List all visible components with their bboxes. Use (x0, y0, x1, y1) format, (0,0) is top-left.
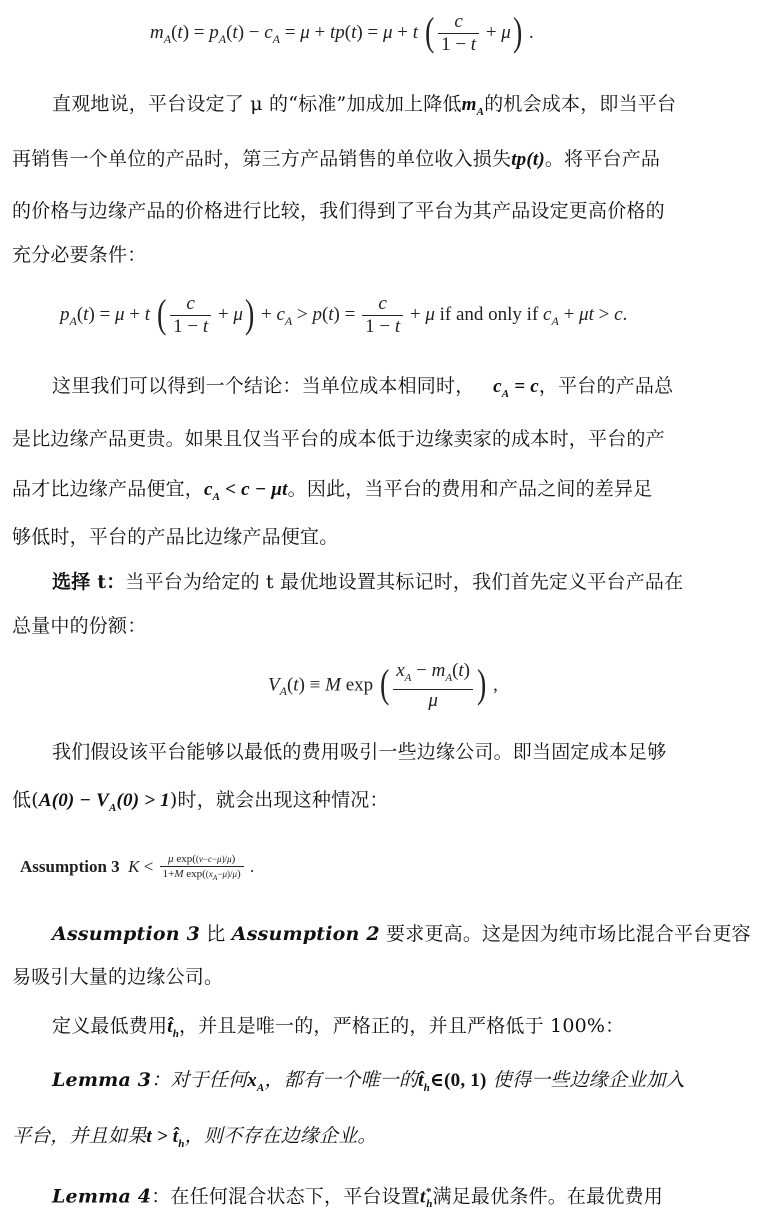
equation-markup: $p_A(t) = \mu + t$ ( $\frac{c}{1 - t}$ + $\mu) + c_A > p(t)$ = $\frac{c}{1 - t}$ + μ if and only if $c_A + \mu t > c$. (60, 290, 628, 338)
equation-markup: $m_A(t) = p_A(t) - c_A = \mu + tp(t) = \mu + t$ ( $\frac{c}{1 - t}$ + μ) . (150, 8, 534, 56)
equation-markup: Assumption 3 K < $\frac{\text{μ exp((v−c−μ)/μ)}}{1+M \exp((x_A-\mu)/\mu)}$ . (20, 852, 255, 882)
equation-markup: $V_A(t) \equiv M$ exp ( $\frac{x_A - m_A(t)}{\mu}$ ) , (268, 660, 498, 711)
